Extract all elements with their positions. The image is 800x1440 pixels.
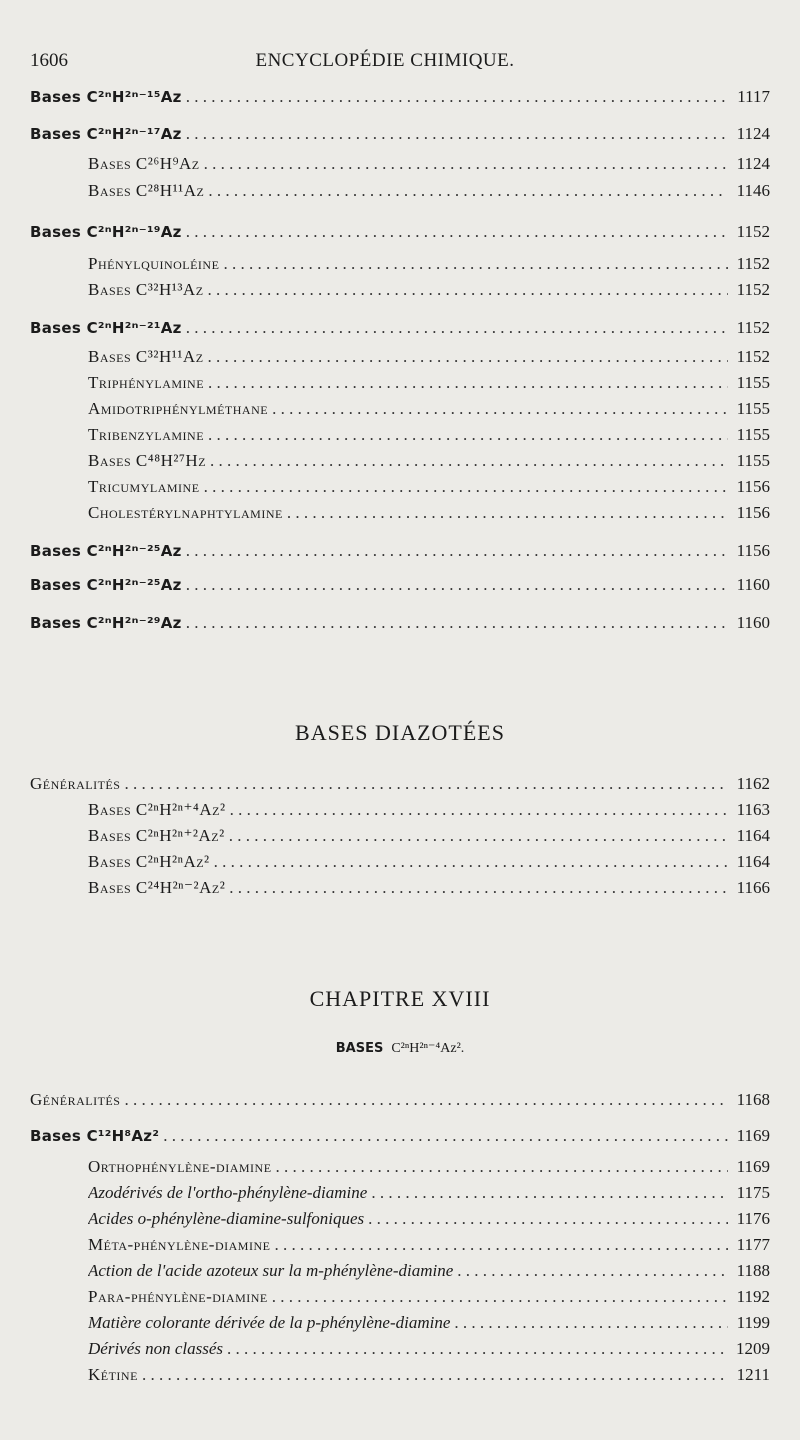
entry-label: Cholestérylnaphtylamine	[88, 503, 283, 522]
toc-entry	[88, 1287, 770, 1313]
toc-entry	[88, 878, 770, 904]
entry-page: 1211	[736, 1365, 770, 1384]
toc-entry	[88, 1339, 770, 1365]
entry-page: 1164	[736, 826, 770, 845]
entry-label: Bases C²ⁿH²ⁿ⁻²⁹Az	[30, 614, 182, 632]
toc-entry	[88, 852, 770, 878]
entry-page: 1164	[736, 852, 770, 871]
entry-page: 1152	[736, 280, 770, 299]
entry-page: 1152	[736, 222, 770, 241]
entry-page: 1124	[736, 154, 770, 173]
toc-entry	[88, 399, 770, 425]
entry-label: Matière colorante dérivée de la p-phénylène-diamine	[88, 1313, 451, 1332]
toc-entry	[88, 800, 770, 826]
entry-label: Acides o-phénylène-diamine-sulfoniques	[88, 1209, 365, 1228]
entry-label: Bases C²ⁿH²ⁿAz²	[88, 852, 210, 871]
entry-label: Bases C²ⁿH²ⁿ⁻²⁵Az	[30, 576, 182, 594]
entry-page: 1152	[736, 347, 770, 366]
entry-page: 1124	[736, 124, 770, 143]
entry-label: Bases C²⁸H¹¹Az	[88, 181, 205, 200]
entry-page: 1169	[736, 1126, 770, 1145]
entry-label: Orthophénylène-diamine	[88, 1157, 272, 1176]
entry-label: Bases C²ⁿH²ⁿ⁺²Az²	[88, 826, 225, 845]
toc-entry	[88, 1157, 770, 1183]
entry-label: Action de l'acide azoteux sur la m-phénylène-diamine	[88, 1261, 454, 1280]
entry-page: 1199	[736, 1313, 770, 1332]
toc-entry	[88, 1261, 770, 1287]
entry-page: 1192	[736, 1287, 770, 1306]
entry-label: Amidotriphénylméthane	[88, 399, 269, 418]
entry-label: Bases C²ⁿH²ⁿ⁻²⁵Az	[30, 542, 182, 560]
entry-page: 1155	[736, 373, 770, 392]
toc-entry	[88, 1365, 770, 1391]
toc-entry	[88, 154, 770, 180]
toc-entry	[88, 1209, 770, 1235]
entry-label: Généralités	[30, 1090, 121, 1109]
toc-entry	[30, 87, 770, 113]
entry-page: 1152	[736, 254, 770, 273]
toc-entry	[30, 1126, 770, 1152]
entry-label: Bases C²ⁿH²ⁿ⁻¹⁵Az	[30, 88, 182, 106]
toc-entry	[88, 477, 770, 503]
toc-entry	[88, 181, 770, 207]
entry-label: Kétine	[88, 1365, 138, 1384]
entry-page: 1163	[736, 800, 770, 819]
entry-label: Bases C⁴⁸H²⁷Hz	[88, 451, 207, 470]
entry-label: Bases C³²H¹³Az	[88, 280, 204, 299]
toc-entry	[88, 1235, 770, 1261]
entry-label: Bases C²ⁿH²ⁿ⁺⁴Az²	[88, 800, 226, 819]
entry-label: Para-phénylène-diamine	[88, 1287, 268, 1306]
entry-label: Tribenzylamine	[88, 425, 205, 444]
toc-entry	[88, 826, 770, 852]
entry-label: Bases C²⁴H²ⁿ⁻²Az²	[88, 878, 226, 897]
running-title: ENCYCLOPÉDIE CHIMIQUE.	[255, 50, 515, 71]
entry-label: Triphénylamine	[88, 373, 205, 392]
toc-entry	[88, 347, 770, 373]
toc-entry	[30, 1090, 770, 1116]
entry-label: Dérivés non classés	[88, 1339, 224, 1358]
toc-entry	[30, 613, 770, 639]
entry-page: 1209	[736, 1339, 770, 1358]
entry-label: Tricumylamine	[88, 477, 200, 496]
chapter-subtitle-formula: C²ⁿH²ⁿ⁻⁴Az².	[391, 1041, 465, 1056]
entry-page: 1162	[736, 774, 770, 793]
entry-label: Phénylquinoléine	[88, 254, 220, 273]
entry-page: 1176	[736, 1209, 770, 1228]
toc-entry	[88, 451, 770, 477]
entry-page: 1160	[736, 575, 770, 594]
toc-entry	[30, 124, 770, 150]
toc-entry	[88, 254, 770, 280]
entry-page: 1156	[736, 503, 770, 522]
entry-page: 1146	[736, 181, 770, 200]
entry-label: Bases C²⁶H⁹Az	[88, 154, 200, 173]
entry-page: 1188	[736, 1261, 770, 1280]
entry-label: Généralités	[30, 774, 121, 793]
toc-entry	[30, 222, 770, 248]
entry-page: 1152	[736, 318, 770, 337]
entry-label: Bases C¹²H⁸Az²	[30, 1127, 160, 1145]
entry-page: 1169	[736, 1157, 770, 1176]
entry-label: Bases C²ⁿH²ⁿ⁻¹⁷Az	[30, 125, 182, 143]
toc-entry	[88, 503, 770, 529]
page-header	[30, 50, 740, 80]
entry-page: 1117	[737, 87, 770, 106]
toc-entry	[88, 373, 770, 399]
toc-entry	[30, 318, 770, 344]
entry-label: Bases C²ⁿH²ⁿ⁻²¹Az	[30, 319, 182, 337]
entry-page: 1156	[736, 541, 770, 560]
chapter-subtitle	[0, 1040, 800, 1057]
toc-entry	[30, 575, 770, 601]
entry-page: 1155	[736, 425, 770, 444]
entry-page: 1155	[736, 451, 770, 470]
chapter-subtitle-bold: BASES	[335, 1041, 384, 1056]
page-number: 1606	[30, 50, 68, 71]
entry-page: 1168	[736, 1090, 770, 1109]
entry-page: 1156	[736, 477, 770, 496]
entry-page: 1175	[736, 1183, 770, 1202]
chapter-title: CHAPITRE XVIII	[309, 986, 491, 1011]
entry-label: Méta-phénylène-diamine	[88, 1235, 271, 1254]
entry-label: Bases C²ⁿH²ⁿ⁻¹⁹Az	[30, 223, 182, 241]
toc-entry	[30, 774, 770, 800]
entry-label: Bases C³²H¹¹Az	[88, 347, 204, 366]
entry-label: Azodérivés de l'ortho-phénylène-diamine	[88, 1183, 368, 1202]
entry-page: 1177	[736, 1235, 770, 1254]
section-title: BASES DIAZOTÉES	[295, 720, 505, 745]
toc-entry	[88, 1183, 770, 1209]
toc-entry	[88, 1313, 770, 1339]
entry-page: 1155	[736, 399, 770, 418]
entry-page: 1166	[736, 878, 770, 897]
toc-entry	[88, 280, 770, 306]
toc-entry	[88, 425, 770, 451]
entry-page: 1160	[736, 613, 770, 632]
toc-entry	[30, 541, 770, 567]
